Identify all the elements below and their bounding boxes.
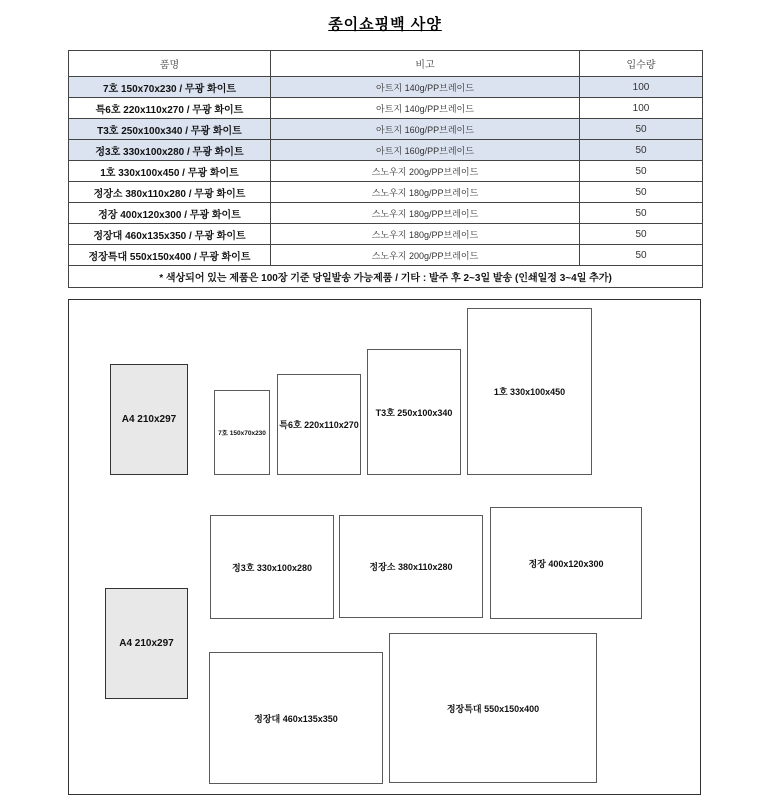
box-label: A4 210x297 bbox=[121, 414, 177, 425]
bag-box-teuk6ho bbox=[277, 374, 361, 475]
a4-reference-box-top bbox=[110, 364, 188, 475]
footnote-row bbox=[69, 266, 703, 288]
col-header-qty: 입수량 bbox=[580, 51, 703, 77]
qty-cell: 50 bbox=[580, 203, 703, 224]
table-row bbox=[69, 140, 703, 161]
product-name-cell: 정장특대 550x150x400 / 무광 화이트 bbox=[69, 245, 271, 266]
bag-box-jeongjangteukdae bbox=[389, 633, 597, 783]
note-cell: 스노우지 180g/PP브레이드 bbox=[271, 224, 580, 245]
footnote: * 색상되어 있는 제품은 100장 기준 당일발송 가능제품 / 기타 : 발주 후 2~3일 발송 (인쇄일정 3~4일 추가) bbox=[69, 266, 703, 288]
box-label: 7호 150x70x230 bbox=[218, 430, 266, 437]
note-cell: 스노우지 180g/PP브레이드 bbox=[271, 182, 580, 203]
qty-cell: 50 bbox=[580, 182, 703, 203]
table-row bbox=[69, 203, 703, 224]
note-cell: 스노우지 200g/PP브레이드 bbox=[271, 161, 580, 182]
table-row bbox=[69, 224, 703, 245]
col-header-name: 품명 bbox=[69, 51, 271, 77]
box-label: 정3호 330x100x280 bbox=[232, 562, 312, 573]
table-header-row bbox=[69, 51, 703, 77]
box-label: 정장소 380x110x280 bbox=[369, 562, 453, 572]
qty-cell: 100 bbox=[580, 77, 703, 98]
product-name-cell: 1호 330x100x450 / 무광 화이트 bbox=[69, 161, 271, 182]
a4-reference-box-bottom bbox=[105, 588, 188, 699]
table-row bbox=[69, 245, 703, 266]
bag-box-jeongjang bbox=[490, 507, 642, 619]
product-name-cell: 7호 150x70x230 / 무광 화이트 bbox=[69, 77, 271, 98]
size-diagram bbox=[68, 299, 701, 795]
product-name-cell: 정장 400x120x300 / 무광 화이트 bbox=[69, 203, 271, 224]
bag-box-1ho bbox=[467, 308, 592, 475]
product-name-cell: 특6호 220x110x270 / 무광 화이트 bbox=[69, 98, 271, 119]
table-row bbox=[69, 77, 703, 98]
note-cell: 아트지 160g/PP브레이드 bbox=[271, 119, 580, 140]
page-title: 종이쇼핑백 사양 bbox=[328, 16, 442, 33]
product-name-cell: T3호 250x100x340 / 무광 화이트 bbox=[69, 119, 271, 140]
table-row bbox=[69, 98, 703, 119]
qty-cell: 100 bbox=[580, 98, 703, 119]
qty-cell: 50 bbox=[580, 119, 703, 140]
box-label: A4 210x297 bbox=[119, 638, 174, 649]
table-row bbox=[69, 182, 703, 203]
note-cell: 아트지 140g/PP브레이드 bbox=[271, 77, 580, 98]
product-name-cell: 정장대 460x135x350 / 무광 화이트 bbox=[69, 224, 271, 245]
box-label: 1호 330x100x450 bbox=[493, 387, 566, 397]
bag-box-t3ho bbox=[367, 349, 461, 475]
qty-cell: 50 bbox=[580, 224, 703, 245]
note-cell: 아트지 160g/PP브레이드 bbox=[271, 140, 580, 161]
bag-box-jeongjangdae bbox=[209, 652, 383, 784]
col-header-note: 비고 bbox=[271, 51, 580, 77]
product-name-cell: 정장소 380x110x280 / 무광 화이트 bbox=[69, 182, 271, 203]
qty-cell: 50 bbox=[580, 161, 703, 182]
box-label: 특6호 220x110x270 bbox=[279, 420, 359, 430]
product-name-cell: 정3호 330x100x280 / 무광 화이트 bbox=[69, 140, 271, 161]
box-label: 정장 400x120x300 bbox=[528, 558, 604, 569]
box-label: T3호 250x100x340 bbox=[375, 407, 453, 418]
note-cell: 아트지 140g/PP브레이드 bbox=[271, 98, 580, 119]
note-cell: 스노우지 200g/PP브레이드 bbox=[271, 245, 580, 266]
bag-box-jeongjangso bbox=[339, 515, 483, 618]
note-cell: 스노우지 180g/PP브레이드 bbox=[271, 203, 580, 224]
spec-table bbox=[68, 50, 703, 288]
box-label: 정장대 460x135x350 bbox=[254, 713, 338, 724]
bag-box-7ho bbox=[214, 390, 270, 475]
table-row bbox=[69, 161, 703, 182]
table-row bbox=[69, 119, 703, 140]
qty-cell: 50 bbox=[580, 245, 703, 266]
bag-box-jeong3ho bbox=[210, 515, 334, 619]
qty-cell: 50 bbox=[580, 140, 703, 161]
box-label: 정장특대 550x150x400 bbox=[446, 703, 540, 714]
